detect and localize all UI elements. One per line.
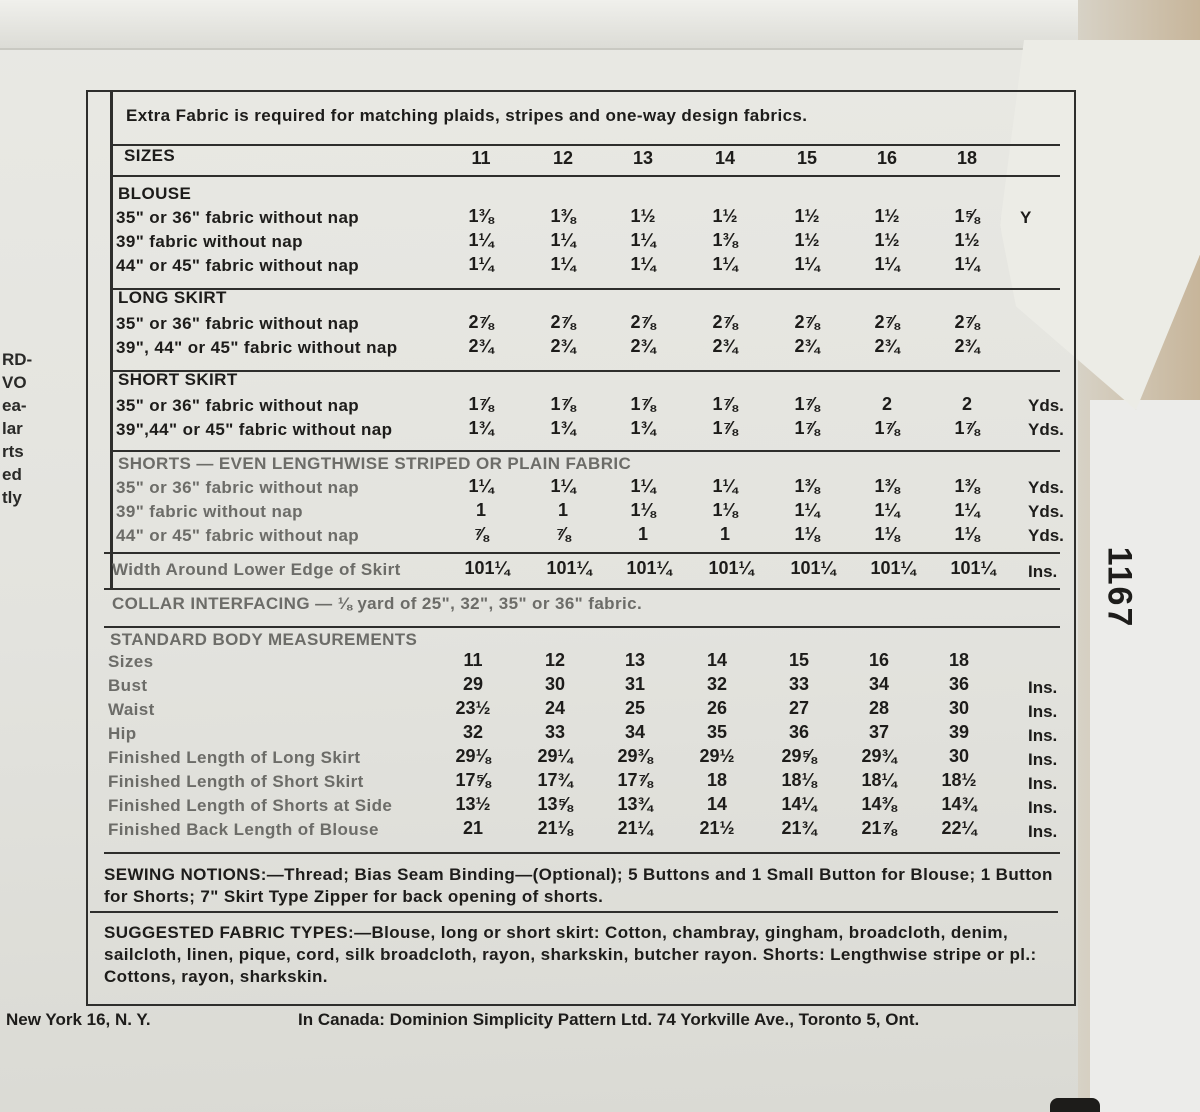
side-text-line: RD- (2, 350, 33, 369)
row-value: 1¼ (630, 230, 656, 250)
measurement-unit: Ins. (1028, 774, 1058, 793)
row-value: 1¼ (468, 230, 494, 250)
size-header: 13 (632, 148, 654, 168)
measurement-value: 29⅝ (781, 746, 817, 766)
measurement-unit: Ins. (1028, 702, 1058, 721)
measurement-value: 36 (788, 722, 810, 742)
measurement-value: 29 (462, 674, 484, 694)
footer-canada: In Canada: Dominion Simplicity Pattern Ltd. 74 Yorkville Ave., Toronto 5, Ont. (298, 1010, 920, 1029)
section-rule (104, 852, 1060, 854)
measurement-label: Sizes (108, 652, 154, 671)
row-value: 1 (475, 500, 486, 520)
row-value: 1⅜ (468, 206, 494, 226)
measurement-label: Finished Length of Short Skirt (108, 772, 364, 791)
measurement-value: 31 (624, 674, 646, 694)
measurement-value: 35 (706, 722, 728, 742)
measurement-value: 21¼ (617, 818, 653, 838)
row-value: 2¾ (712, 336, 738, 356)
row-value: 1⅜ (794, 476, 820, 496)
measurement-value: 13 (624, 650, 646, 670)
row-value: 1¼ (630, 254, 656, 274)
width-row-value: 101¼ (870, 558, 916, 578)
measurement-value: 18 (706, 770, 728, 790)
measurement-value: 14⅜ (861, 794, 897, 814)
side-text-line: ea- (2, 396, 27, 415)
width-row-value: 101¼ (950, 558, 996, 578)
row-value: 1 (557, 500, 568, 520)
measurement-value: 18¼ (861, 770, 897, 790)
size-header: 15 (796, 148, 818, 168)
row-value: 1½ (874, 206, 900, 226)
measurement-label: Waist (108, 700, 155, 719)
row-label: 39", 44" or 45" fabric without nap (116, 338, 398, 357)
row-value: 1⅜ (874, 476, 900, 496)
measurement-value: 24 (544, 698, 566, 718)
measurement-value: 29⅜ (617, 746, 653, 766)
measurement-value: 14¼ (781, 794, 817, 814)
row-value: 1⅜ (954, 476, 980, 496)
row-unit: Yds. (1028, 478, 1064, 497)
measurement-unit: Ins. (1028, 726, 1058, 745)
row-value: 2¾ (468, 336, 494, 356)
row-unit: Yds. (1028, 526, 1064, 545)
measurement-value: 11 (463, 650, 483, 670)
row-unit: Yds. (1028, 396, 1064, 415)
row-unit: Yds. (1028, 420, 1064, 439)
measurement-value: 30 (948, 698, 970, 718)
measurement-value: 29¾ (861, 746, 897, 766)
row-value: 1¼ (468, 254, 494, 274)
measurement-value: 13½ (455, 794, 491, 814)
row-label: 39" fabric without nap (116, 232, 303, 251)
row-value: 1⅛ (954, 524, 980, 544)
measurement-value: 33 (788, 674, 810, 694)
measurement-label: Finished Back Length of Blouse (108, 820, 379, 839)
section-title: LONG SKIRT (118, 288, 227, 307)
row-value: 1¼ (550, 254, 576, 274)
section-title: BLOUSE (118, 184, 192, 203)
measurement-value: 27 (788, 698, 810, 718)
row-value: 1¼ (468, 476, 494, 496)
row-value: 1¼ (794, 254, 820, 274)
size-header: 14 (714, 148, 736, 168)
header-rule (112, 144, 1060, 146)
row-value: 2¾ (874, 336, 900, 356)
row-value: 1¼ (794, 500, 820, 520)
row-value: 1½ (712, 206, 738, 226)
measurement-value: 23½ (455, 698, 491, 718)
row-value: ⅞ (555, 524, 571, 544)
measurement-value: 29½ (699, 746, 735, 766)
collar-interfacing: COLLAR INTERFACING — ⅛ yard of 25", 32", 35" or 36" fabric. (112, 594, 643, 613)
row-value: 2⅞ (468, 312, 494, 332)
row-value: 1⅜ (550, 206, 576, 226)
measurement-value: 28 (868, 698, 890, 718)
side-text-line: tly (2, 488, 22, 507)
row-value: 1¼ (550, 230, 576, 250)
measurement-value: 39 (948, 722, 970, 742)
measurement-value: 12 (544, 650, 566, 670)
measurement-value: 17⅞ (617, 770, 653, 790)
row-value: 2 (881, 394, 892, 414)
measurement-label: Bust (108, 676, 148, 695)
measurement-value: 21⅛ (537, 818, 573, 838)
row-value: 1⅞ (794, 418, 820, 438)
measurement-value: 32 (706, 674, 728, 694)
size-header: 16 (876, 148, 898, 168)
width-row-label: Width Around Lower Edge of Skirt (112, 560, 401, 579)
size-header: 18 (956, 148, 978, 168)
row-value: 1¼ (954, 254, 980, 274)
row-label: 44" or 45" fabric without nap (116, 526, 360, 545)
side-text-line: ed (2, 465, 22, 484)
row-value: 1⅛ (794, 524, 820, 544)
measurement-unit: Ins. (1028, 798, 1058, 817)
row-value: 1¼ (874, 254, 900, 274)
measurement-value: 13⅝ (537, 794, 573, 814)
row-value: 2⅞ (954, 312, 980, 332)
row-value: 1⅞ (630, 394, 656, 414)
cut-off-side-text (2, 348, 42, 509)
row-value: 1⅛ (630, 500, 656, 520)
measurement-value: 15 (788, 650, 810, 670)
section-rule (112, 288, 1060, 290)
row-value: 2¾ (630, 336, 656, 356)
row-value: 1¾ (550, 418, 576, 438)
measurement-value: 14 (706, 794, 728, 814)
width-row-value: 101¼ (790, 558, 836, 578)
row-value: 1¼ (630, 476, 656, 496)
row-value: 1¾ (630, 418, 656, 438)
measurement-value: 14 (706, 650, 728, 670)
row-value: 1¼ (874, 500, 900, 520)
measurement-value: 21⅞ (861, 818, 897, 838)
measurement-value: 17⅝ (455, 770, 491, 790)
measurement-value: 32 (462, 722, 484, 742)
measurement-label: Finished Length of Long Skirt (108, 748, 361, 767)
measurement-value: 30 (948, 746, 970, 766)
side-text-line: VO (2, 373, 27, 392)
row-unit: Y (1020, 208, 1032, 227)
row-value: 2¾ (794, 336, 820, 356)
row-value: 1 (719, 524, 730, 544)
measurement-value: 33 (544, 722, 566, 742)
measurement-label: Finished Length of Shorts at Side (108, 796, 393, 815)
measurement-value: 18 (948, 650, 970, 670)
row-value: 1¼ (550, 476, 576, 496)
row-label: 44" or 45" fabric without nap (116, 256, 360, 275)
section-rule (112, 450, 1060, 452)
measurement-value: 36 (948, 674, 970, 694)
measurement-value: 18⅛ (781, 770, 817, 790)
row-label: 39",44" or 45" fabric without nap (116, 420, 393, 439)
row-value: 1⅛ (874, 524, 900, 544)
header-note: Extra Fabric is required for matching plaids, stripes and one-way design fabrics. (126, 106, 808, 125)
body-measurements-title: STANDARD BODY MEASUREMENTS (110, 630, 418, 649)
row-label: 35" or 36" fabric without nap (116, 314, 360, 333)
row-value: 1⅞ (954, 418, 980, 438)
row-label: 35" or 36" fabric without nap (116, 396, 360, 415)
row-value: 1½ (794, 206, 820, 226)
measurement-value: 34 (868, 674, 890, 694)
row-value: 1⅜ (712, 230, 738, 250)
row-value: 2⅞ (630, 312, 656, 332)
measurement-unit: Ins. (1028, 678, 1058, 697)
measurement-value: 21¾ (781, 818, 817, 838)
measurement-value: 37 (868, 722, 890, 742)
row-value: 1⅞ (794, 394, 820, 414)
row-label: 35" or 36" fabric without nap (116, 208, 360, 227)
width-row-value: 101¼ (464, 558, 510, 578)
row-value: 2⅞ (794, 312, 820, 332)
section-rule (104, 626, 1060, 628)
row-value: 1 (637, 524, 648, 544)
row-value: 1⅞ (468, 394, 494, 414)
measurement-value: 29¼ (537, 746, 573, 766)
measurement-value: 18½ (941, 770, 977, 790)
measurement-value: 30 (544, 674, 566, 694)
sewing-notions: SEWING NOTIONS:—Thread; Bias Seam Binding—(Optional); 5 Buttons and 1 Small Button for Blouse; 1 Button for Shorts; 7" Skirt Type Zipper for back opening of shorts. (104, 865, 1053, 906)
sizes-rule (112, 175, 1060, 177)
width-row-value: 101¼ (546, 558, 592, 578)
row-value: ⅞ (473, 524, 489, 544)
pattern-number: 1167 (1100, 546, 1139, 629)
row-unit: Yds. (1028, 502, 1064, 521)
section-title: SHORTS — EVEN LENGTHWISE STRIPED OR PLAIN FABRIC (118, 454, 632, 473)
measurement-value: 29⅛ (455, 746, 491, 766)
measurement-value: 14¾ (941, 794, 977, 814)
section-rule (112, 370, 1060, 372)
size-header: 12 (552, 148, 574, 168)
panel-inner-border (110, 90, 113, 590)
measurement-value: 13¾ (617, 794, 653, 814)
row-value: 1⅞ (874, 418, 900, 438)
section-rule (104, 588, 1060, 590)
row-value: 2¾ (550, 336, 576, 356)
row-value: 2¾ (954, 336, 980, 356)
row-value: 1¾ (468, 418, 494, 438)
row-value: 1⅞ (712, 394, 738, 414)
row-value: 1⅞ (550, 394, 576, 414)
side-text-line: lar (2, 419, 23, 438)
section-rule (104, 552, 1060, 554)
row-value: 2⅞ (712, 312, 738, 332)
measurement-value: 25 (624, 698, 646, 718)
row-value: 1¼ (712, 254, 738, 274)
bottom-print-mark (1050, 1098, 1100, 1112)
width-row-unit: Ins. (1028, 562, 1058, 581)
side-text-line: rts (2, 442, 24, 461)
row-value: 1¼ (712, 476, 738, 496)
row-value: 1½ (954, 230, 980, 250)
row-value: 1½ (874, 230, 900, 250)
measurement-value: 21½ (699, 818, 735, 838)
measurement-value: 34 (624, 722, 646, 742)
row-value: 1⅞ (712, 418, 738, 438)
section-title: SHORT SKIRT (118, 370, 238, 389)
row-value: 1¼ (954, 500, 980, 520)
measurement-value: 26 (706, 698, 728, 718)
envelope-side-strip (1090, 400, 1200, 1112)
row-value: 2⅞ (874, 312, 900, 332)
measurement-value: 22¼ (941, 818, 977, 838)
footer-address: New York 16, N. Y. (6, 1010, 151, 1029)
width-row-value: 101¼ (626, 558, 672, 578)
width-row-value: 101¼ (708, 558, 754, 578)
sizes-label: SIZES (124, 146, 176, 165)
measurement-unit: Ins. (1028, 750, 1058, 769)
size-header: 11 (471, 148, 491, 168)
row-value: 2⅞ (550, 312, 576, 332)
suggested-fabric-types: SUGGESTED FABRIC TYPES:—Blouse, long or short skirt: Cotton, chambray, gingham, broadcloth, denim, sailcloth, linen, pique, cord, silk broadcloth, rayon, sharkskin, butcher rayon. Shorts: Lengthwise stripe or pl.: Cottons, rayon, sharkskin. (104, 923, 1037, 986)
envelope-top-flap (0, 0, 1200, 50)
row-value: 1⅝ (954, 206, 980, 226)
row-value: 1⅛ (712, 500, 738, 520)
measurement-value: 21 (462, 818, 484, 838)
row-label: 35" or 36" fabric without nap (116, 478, 360, 497)
notions-rule (90, 911, 1058, 913)
row-value: 2 (961, 394, 972, 414)
measurement-value: 17¾ (537, 770, 573, 790)
measurement-unit: Ins. (1028, 822, 1058, 841)
row-label: 39" fabric without nap (116, 502, 303, 521)
row-value: 1½ (630, 206, 656, 226)
measurement-label: Hip (108, 724, 137, 743)
measurement-value: 16 (868, 650, 890, 670)
row-value: 1½ (794, 230, 820, 250)
